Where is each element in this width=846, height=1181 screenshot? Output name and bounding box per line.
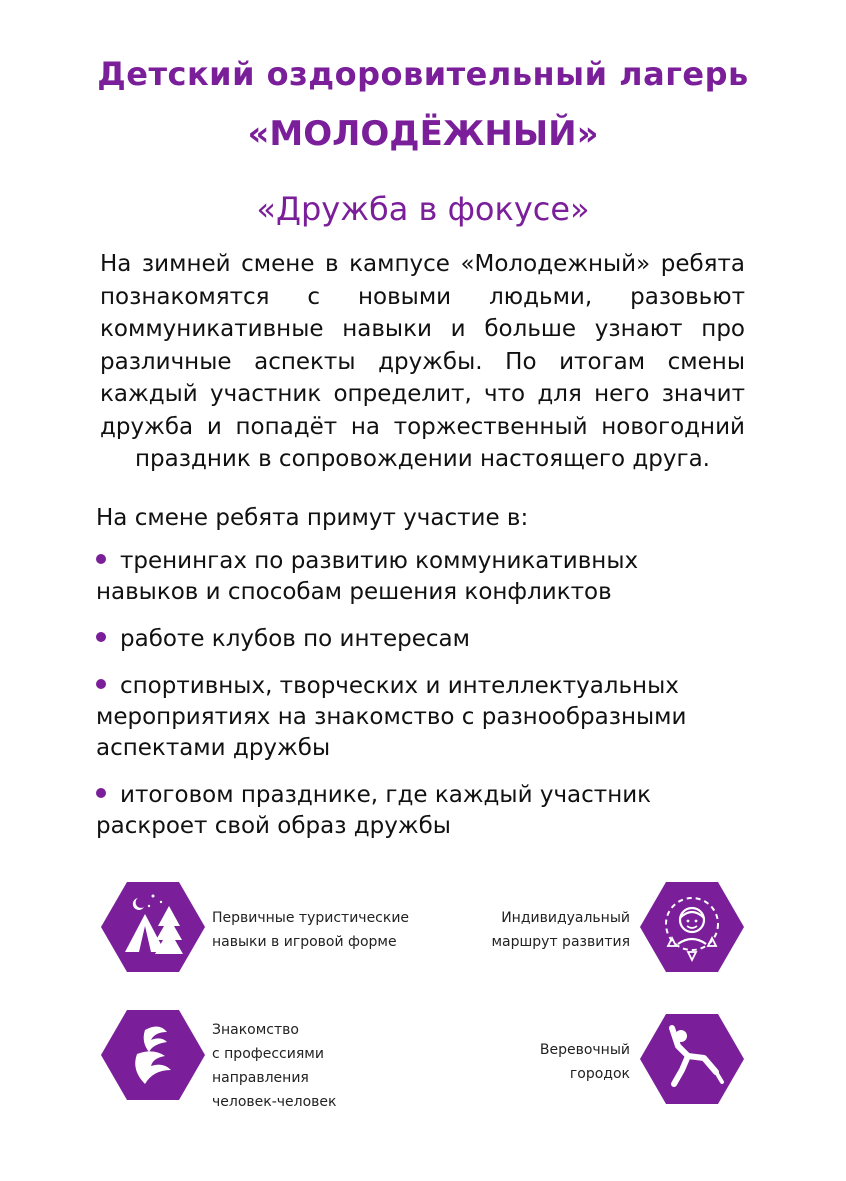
list-item: работе клубов по интересам — [96, 624, 746, 655]
feature-ropes: Веревочный городок — [539, 1042, 630, 1082]
bullet-icon — [96, 679, 106, 689]
list-item: спортивных, творческих и интеллектуальных мероприятиях на знакомство с разнообразными аспектами дружбы — [96, 673, 687, 761]
growth-person-icon — [640, 882, 744, 972]
climber-icon — [640, 1014, 744, 1104]
activity-list — [96, 546, 746, 858]
feature-route: Индивидуальный маршрут развития — [491, 910, 630, 950]
bullet-icon — [96, 788, 106, 798]
shift-title: «Дружба в фокусе» — [256, 190, 590, 228]
feature-tourism: Первичные туристические навыки в игровой форме — [212, 910, 410, 950]
intro-paragraph: На зимней смене в кампусе «Молодежный» ребята познакомятся с новыми людьми, разовьют коммуникативные навыки и больше узнают про различные аспекты дружбы. По итогам смены каждый участник определит, что для него значит дружба и попадёт на торжественный новогодний праздник в сопровождении настоящего друга. — [100, 251, 745, 472]
list-heading: На смене ребята примут участие в: — [96, 505, 529, 531]
list-item: итоговом празднике, где каждый участник раскроет свой образ дружбы — [96, 782, 652, 839]
list-item: тренингах по развитию коммуникативных навыков и способам решения конфликтов — [96, 548, 639, 605]
feature-professions: Знакомство с профессиями направления человек-человек — [212, 1022, 337, 1110]
tent-forest-icon — [101, 882, 205, 972]
bullet-icon — [96, 632, 106, 642]
camp-title: Детский оздоровительный лагерь — [97, 55, 749, 93]
people-flame-icon — [101, 1010, 205, 1100]
camp-name: «МОЛОДЁЖНЫЙ» — [247, 114, 599, 154]
bullet-icon — [96, 554, 106, 564]
